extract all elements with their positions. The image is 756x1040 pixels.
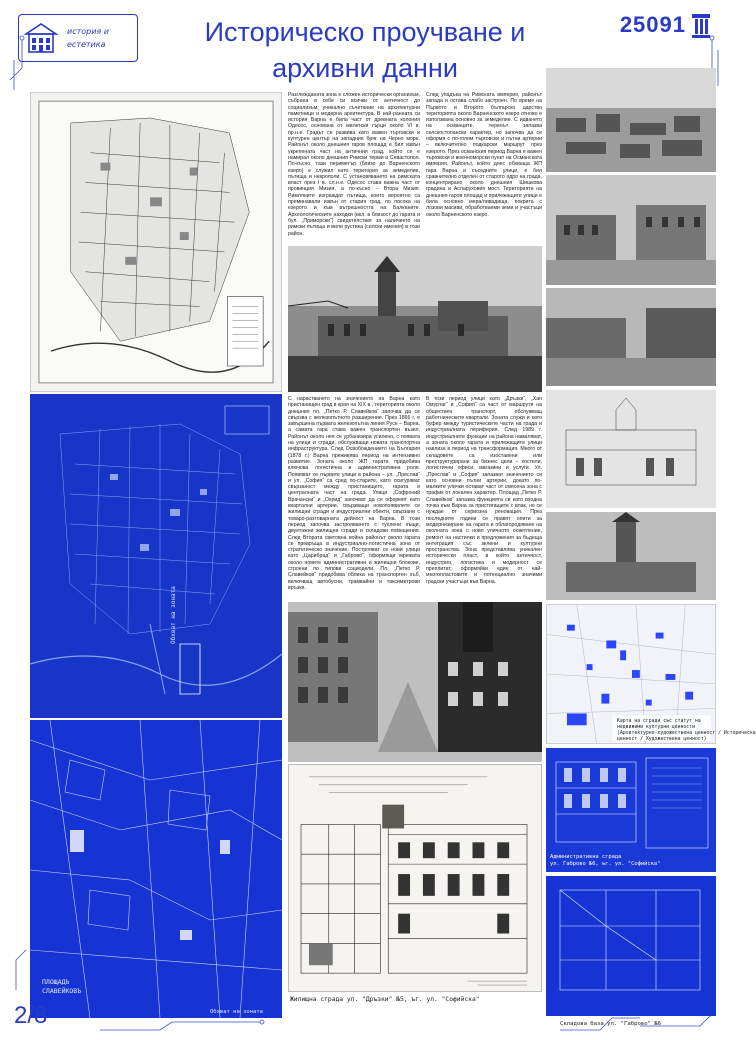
heritage-buildings-map	[546, 604, 756, 744]
blueprint-elevation	[546, 748, 716, 872]
heritage-map-legend: Карта на сгради със статут на недвижими културни ценности (Архитектурно-художествена ценност / Историческа ценност / Художествена ценност)	[617, 719, 756, 742]
history-text-antiquity: Разглежданата зона е сложен исторически организъм, събрана в себе си всички от античност до социализъм, уникално съчетание на архитектурни паметници и модерна архитектура. В най-ранната си история Варна е била част от древната колония Одесос, основана от милетски гърци около VI в. пр.н.е. Градът се развива като важен търговски и културен център на западния бряг на Черно море. Районът около днешния гаров площад е бил извън укрепената част на античния град, който се е намирал около днешния Римски терми и Севастопол. По-късно, тази периметър (близо до Варненското езеро) е служил като територия за земеделие, пътища и некрополи. С установяването на римската власт през I в. сл.н.е. Одесос става важна част от провинция Мизия, а по-късно – Втора Мизия. Римляните изграждат пътища, които вероятно са преминавали извън от стария град, по посока на езерото и към вътрешността на Балканите. Археологическите находки (вкл. в близост до гарата и бул. „Приморски“) свидетелстват за наличието на римски пътища и вили рустика (селски имения) в този район.	[288, 92, 420, 237]
zone-label: Обхват на зоната	[170, 586, 177, 644]
history-text-ottoman: След упадъка на Римската империя, районът запада и остава слабо застроен. По време на Първото и Второто българско царство територията около Варненското езеро отново е използвана основно за земеделие. С идването на османците, теренът запазва селскостопански характер, но започва да се оформя с по-голям търговски и пътни артерии – включително подкарски маршрут през езерото. През османския период Варна е важен търговски и военноморски пункт на Османската империя. Районът, който днес обхваща ЖП гара Варна и съседните улици, е бил сравнително отделен от старото ядро на града, концентрирано около днешния Шишкова градина и Асларуховия мост. Територията на днешния гаров площад и прилежащите улици е била основно мера/ливадища, покрита с лозови масиви, обработваеми земи и участъци около Варненското езеро.	[426, 92, 542, 218]
tower-photo	[546, 512, 716, 600]
station-drawing	[546, 390, 716, 508]
railway-station-photo	[288, 246, 542, 392]
postcard-photo	[546, 175, 716, 285]
history-text-modern: В този период улици като „Дръзки“, „Хан Омуртаг“ и „София“ са част от маршрути на обществен транспорт, обслужващ работническите квартали. Зоната служи и като буфер между туристическите части на града и индустриалната периферия. След 1989 г. индустриалните функции на района намаляват, а зоната около гарата и прилежащите улици навлиза в период на трансформация. Много от складовете са изоставени или преструктурирани за бизнес цели – хостели, логистични офиси, магазини и услуги. Ул. „Преслав“ и „София“ запазват значението си като основни пътни артерии, докато по-малките улички остават част от смесена зона с трафик от локален характер. Площад „Петко Р. Славейков“ запазва функцията си като входна точка към Варна за пристигащите с влак, но се нуждае от сериозна реновация. През последните години се правят опити за модернизиране на гарата и облагородяване на околната зона с ново уличното осветление, ремонт на настилки и предложения за бъдеща интеграция със зелени и културни пространства. Зона представлява уникален исторически пласт, в който античност, индустрия, логистика и модерност се преплитат, оформяйки един от най-многопластовите и потенциално значими градски участъци във Варна.	[426, 396, 542, 585]
blueprint-detail-map	[30, 720, 282, 1018]
historic-city-map	[30, 92, 282, 392]
page-title	[150, 14, 580, 86]
logo-text-2: естетика	[67, 40, 106, 49]
caption-gabrovo-warehouse: Складова база ул. "Габрово" №6	[560, 1021, 662, 1027]
blueprint-zone-map	[30, 394, 282, 718]
project-code: 25091	[619, 12, 686, 37]
aerial-photo	[546, 68, 716, 172]
zone-label-2: Обхват на зоната	[210, 1009, 263, 1015]
page-number: 2/8	[14, 1002, 48, 1029]
history-text-railway: С нарастването на значението на Варна като пристанищен град в края на XIX в., територията около днешния пл. „Петко Р. Славейков“ започва да се свързва с железопътното разширение. През 1866 г. е завършена първата железопътна линия Русе – Варна, а самата гара става важен транспортен възел. Районът около нея се урбанизира усилено, с появата на улици и сгради, обслужващи новата транспортна инфраструктура. След Освобождението на България (1878 г.) Варна преживява период на интензивно развитие. Зоната около ЖП гарата придобива ключова логистична и административна роля. Появяват се първите улици в района – ул. „Преслав“ и ул. „София“ са сред по-старите, като осигуряват свързаност между пристанището, гарата и централната част на града. Улици „Софроний Врачански“ и „Охрид“ започват да се оформят като квартални артерии, свързващи новопоявилите се жилищни сгради и индустриални обекти, свързани с товаро-разтоварната дейност на Варна. В този период започва застрояването с тухлени къщи, двуетажни жилищни сгради и складови помещения. След Втората световна война районът около гарата се превръща в индустриално-логистична зона от стратегическо значение. Построяват се нови улици като „Царибрад“ и „Габрово“, оформящи мрежата около новите административни и жилищни блокове, строени по типови социодели. Пл. „Петко Р. Славейков“ придобива облика на транспортен хъб, включващ автобусни, трамвайни и таксиметрови връзки.	[288, 396, 420, 591]
architectural-drawing	[288, 764, 542, 992]
title-line-2: архивни данни	[272, 53, 458, 83]
street-label: ПЛОЩАДЪ СЛАВЕЙКОВЪ	[42, 978, 82, 995]
caption-gabrovo-admin: Административна сграда ул. Габрово №6, ъг. ул. "Софийска"	[550, 854, 661, 867]
title-line-1: Историческо проучване и	[204, 17, 526, 47]
caption-drazki-building: Жилищна сграда ул. "Дръзки" №5, ъг. ул. "Софийска"	[290, 996, 480, 1003]
street-view-photo	[288, 602, 542, 762]
logo	[18, 14, 138, 62]
square-photo	[546, 288, 716, 386]
column-icon	[690, 12, 712, 40]
building-icon	[23, 20, 59, 56]
blueprint-floor-plan	[546, 876, 716, 1016]
logo-text-1: история и	[67, 27, 109, 36]
